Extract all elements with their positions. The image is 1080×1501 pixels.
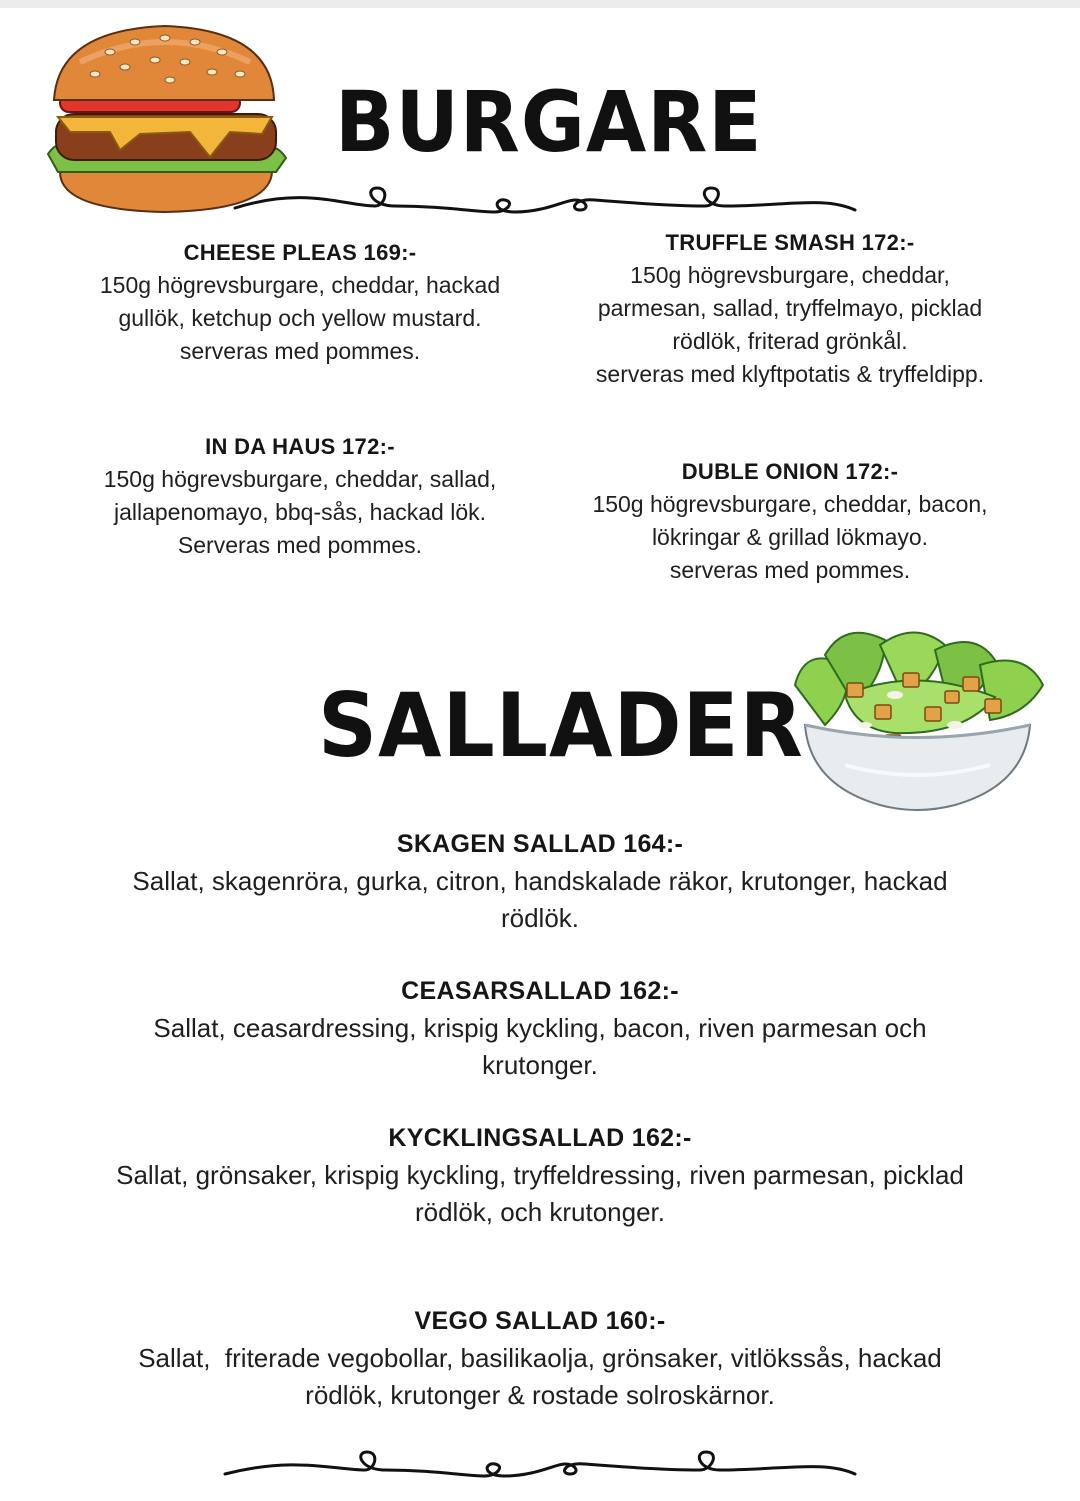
menu-item-cheese-pleas [60,236,540,368]
item-name: SKAGEN SALLAD 164:- [396,830,684,858]
item-desc-line: serveras med pommes. [179,338,421,364]
menu-item-duble-onion [560,455,1020,587]
item-desc-line: rödlök, krutonger & rostade solroskärnor. [305,1380,775,1410]
item-desc-line: Sallat, friterade vegobollar, basilikaolja, grönsaker, vitlökssås, hackad [138,1343,942,1373]
item-desc-line: Serveras med pommes. [177,532,423,558]
item-name: DUBLE ONION 172:- [681,459,899,484]
swirl-divider-icon [215,1440,865,1486]
salads-section-title: SALLADER [318,675,804,778]
item-desc-line: jallapenomayo, bbq-sås, hackad lök. [113,499,487,525]
item-name: VEGO SALLAD 160:- [414,1307,666,1335]
item-desc-line: 150g högrevsburgare, cheddar, hackad [99,272,501,298]
menu-item-truffle-smash [560,226,1020,391]
menu-item-kycklingsallad [40,1120,1040,1231]
menu-item-vego-sallad [40,1303,1040,1414]
salad-bowl-icon [785,625,1050,815]
swirl-divider-icon [225,176,865,222]
item-desc-line: Sallat, grönsaker, krispig kyckling, tryffeldressing, riven parmesan, picklad [116,1160,964,1190]
item-desc-line: krutonger. [482,1050,598,1080]
item-desc-line: 150g högrevsburgare, cheddar, bacon, [592,491,988,517]
item-name: CEASARSALLAD 162:- [401,977,679,1005]
item-desc-line: 150g högrevsburgare, cheddar, [630,262,950,288]
item-name: TRUFFLE SMASH 172:- [665,230,915,255]
top-strip [0,0,1080,8]
menu-item-skagen-sallad [40,826,1040,937]
item-desc-line: Sallat, ceasardressing, krispig kyckling, bacon, riven parmesan och [153,1013,927,1043]
item-desc-line: serveras med pommes. [669,557,911,583]
burgers-section-title: BURGARE [335,74,763,172]
item-desc-line: rödlök, friterad grönkål. [672,328,908,354]
item-desc-line: 150g högrevsburgare, cheddar, sallad, [103,466,497,492]
item-desc-line: gullök, ketchup och yellow mustard. [118,305,482,331]
item-desc-line: serveras med klyftpotatis & tryffeldipp. [595,361,985,387]
item-desc-line: parmesan, sallad, tryffelmayo, picklad [597,295,983,321]
item-desc-line: rödlök, och krutonger. [414,1197,666,1227]
item-name: CHEESE PLEAS 169:- [183,240,417,265]
item-desc-line: lökringar & grillad lökmayo. [651,524,929,550]
item-name: KYCKLINGSALLAD 162:- [388,1124,692,1152]
item-name: IN DA HAUS 172:- [205,434,395,459]
item-desc-line: Sallat, skagenröra, gurka, citron, handskalade räkor, krutonger, hackad [132,866,948,896]
item-desc-line: rödlök. [500,903,580,933]
menu-item-in-da-haus [60,430,540,562]
menu-item-ceasarsallad [40,973,1040,1084]
